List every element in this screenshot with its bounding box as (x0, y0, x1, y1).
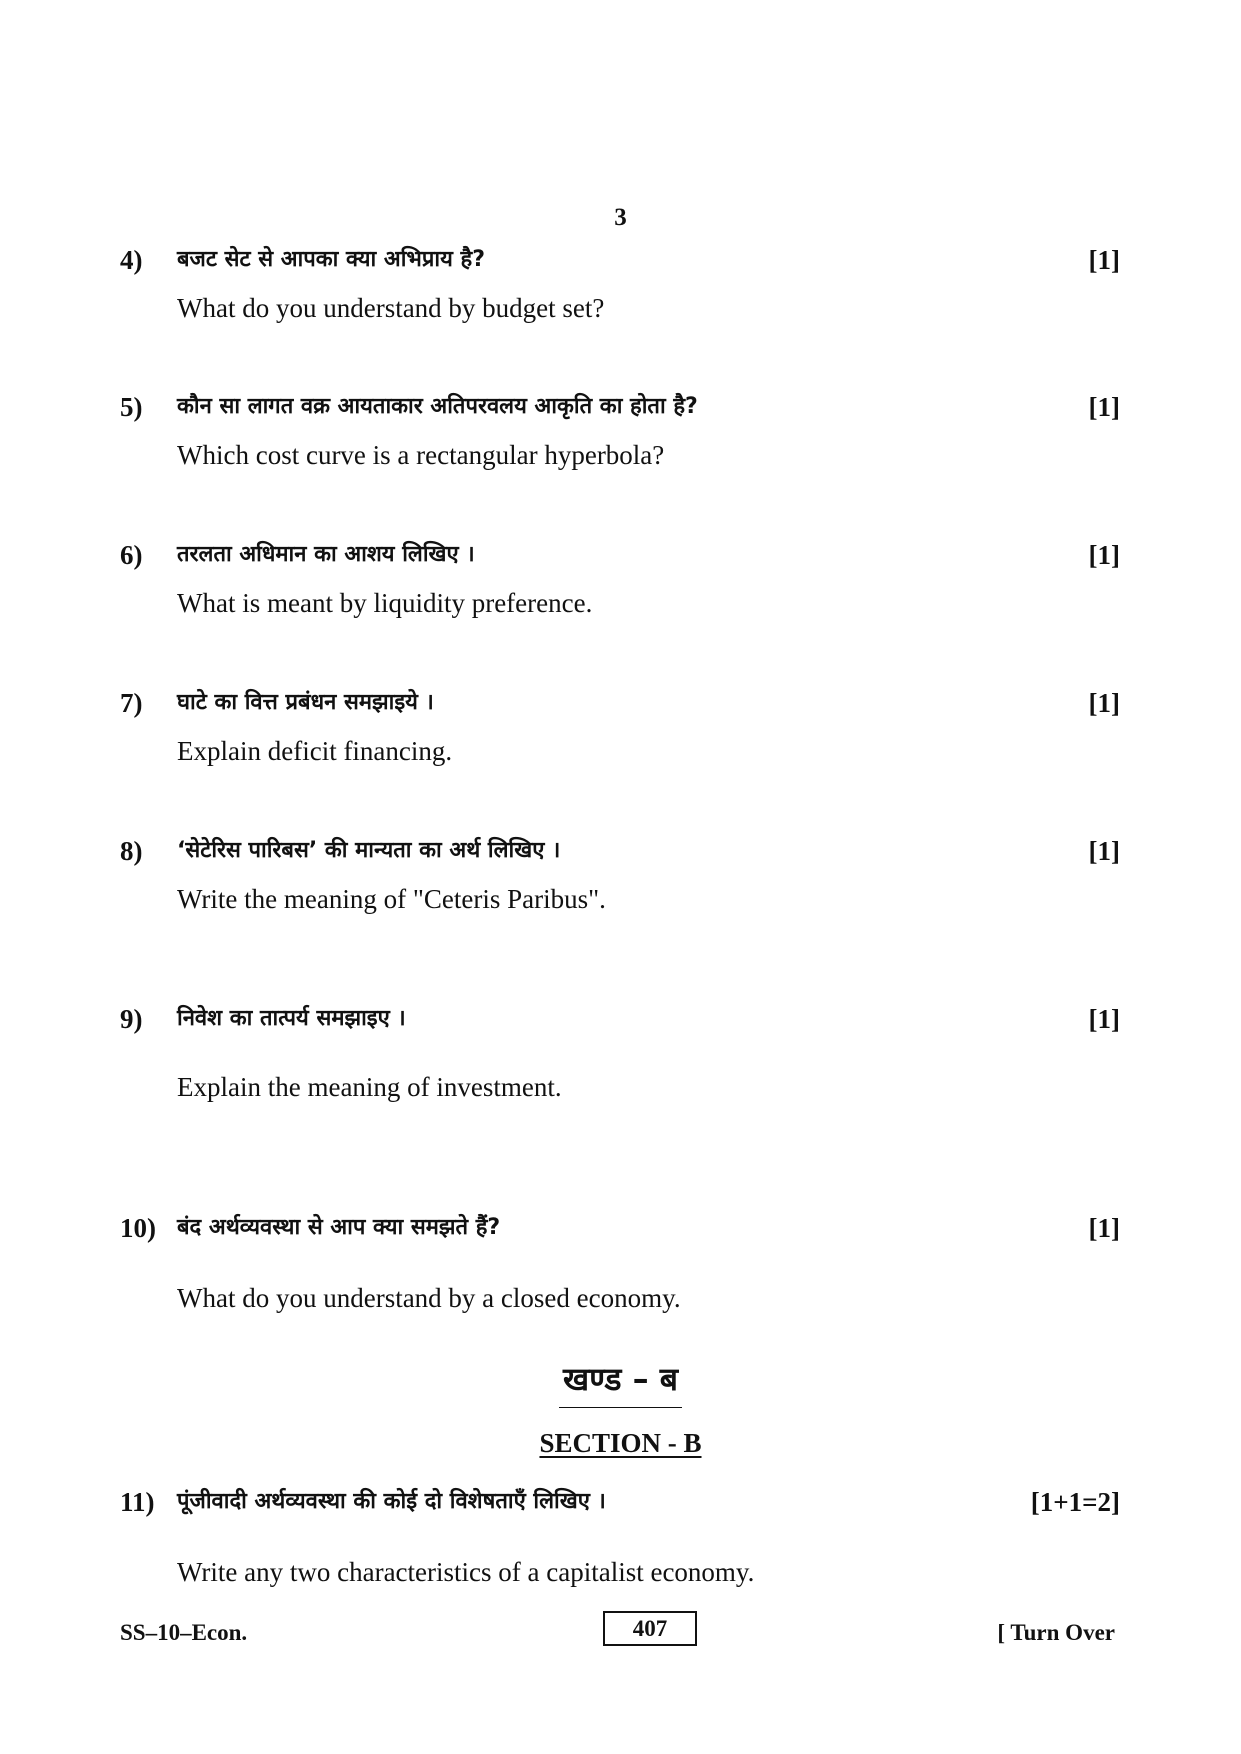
question-text-hindi: कौन सा लागत वक्र आयताकार अतिपरवलय आकृति का होता है? (177, 394, 698, 419)
question-text-english: What is meant by liquidity preference. (177, 588, 593, 618)
question-text-hindi: बजट सेट से आपका क्या अभिप्राय है? (177, 247, 485, 272)
question-5 (120, 387, 1120, 470)
page-number: 3 (614, 204, 627, 231)
question-number: 10) (120, 1213, 156, 1243)
question-text-english: Which cost curve is a rectangular hyperbola? (177, 440, 665, 470)
question-number: 9) (120, 1004, 143, 1034)
question-6 (120, 535, 1120, 618)
question-text-hindi: तरलता अधिमान का आशय लिखिए । (177, 542, 475, 567)
question-marks: [1] (1088, 1004, 1120, 1034)
question-text-hindi: पूंजीवादी अर्थव्यवस्था की कोई दो विशेषताएँ लिखिए । (177, 1489, 606, 1514)
question-4 (120, 240, 1120, 323)
question-marks: [1] (1088, 245, 1120, 275)
question-number: 4) (120, 245, 143, 275)
page-box: 407 (603, 1611, 697, 1646)
question-number: 8) (120, 836, 143, 866)
question-marks: [1] (1088, 392, 1120, 422)
question-text-english: Explain the meaning of investment. (177, 1072, 562, 1102)
question-marks: [1] (1088, 688, 1120, 718)
question-text-hindi: घाटे का वित्त प्रबंधन समझाइये । (177, 690, 434, 715)
section-heading-hindi (0, 1357, 1241, 1408)
question-number: 6) (120, 540, 143, 570)
question-text-hindi: निवेश का तात्पर्य समझाइए । (177, 1006, 406, 1031)
question-10 (120, 1208, 1120, 1313)
section-heading-english (0, 1428, 1241, 1459)
question-text-hindi: ‘सेटेरिस पारिबस’ की मान्यता का अर्थ लिखिए । (177, 838, 561, 863)
turn-over-label: [ Turn Over (997, 1620, 1115, 1645)
question-7 (120, 683, 1120, 766)
question-number: 7) (120, 688, 143, 718)
question-text-english: Write any two characteristics of a capitalist economy. (177, 1557, 755, 1587)
question-9 (120, 999, 1120, 1102)
section-heading-english-text: SECTION - B (539, 1428, 702, 1458)
question-text-english: What do you understand by a closed economy. (177, 1283, 681, 1313)
question-marks: [1+1=2] (1030, 1487, 1120, 1517)
question-text-hindi: बंद अर्थव्यवस्था से आप क्या समझते हैं? (177, 1215, 501, 1240)
section-heading-hindi-text: खण्ड – ब (559, 1357, 682, 1408)
question-text-english: What do you understand by budget set? (177, 293, 605, 323)
question-marks: [1] (1088, 540, 1120, 570)
question-number: 5) (120, 392, 143, 422)
question-text-english: Write the meaning of "Ceteris Paribus". (177, 884, 606, 914)
question-8 (120, 831, 1120, 914)
question-marks: [1] (1088, 836, 1120, 866)
question-marks: [1] (1088, 1213, 1120, 1243)
paper-code: SS–10–Econ. (120, 1620, 248, 1645)
question-11 (120, 1482, 1120, 1587)
question-text-english: Explain deficit financing. (177, 736, 453, 766)
question-number: 11) (120, 1487, 155, 1517)
